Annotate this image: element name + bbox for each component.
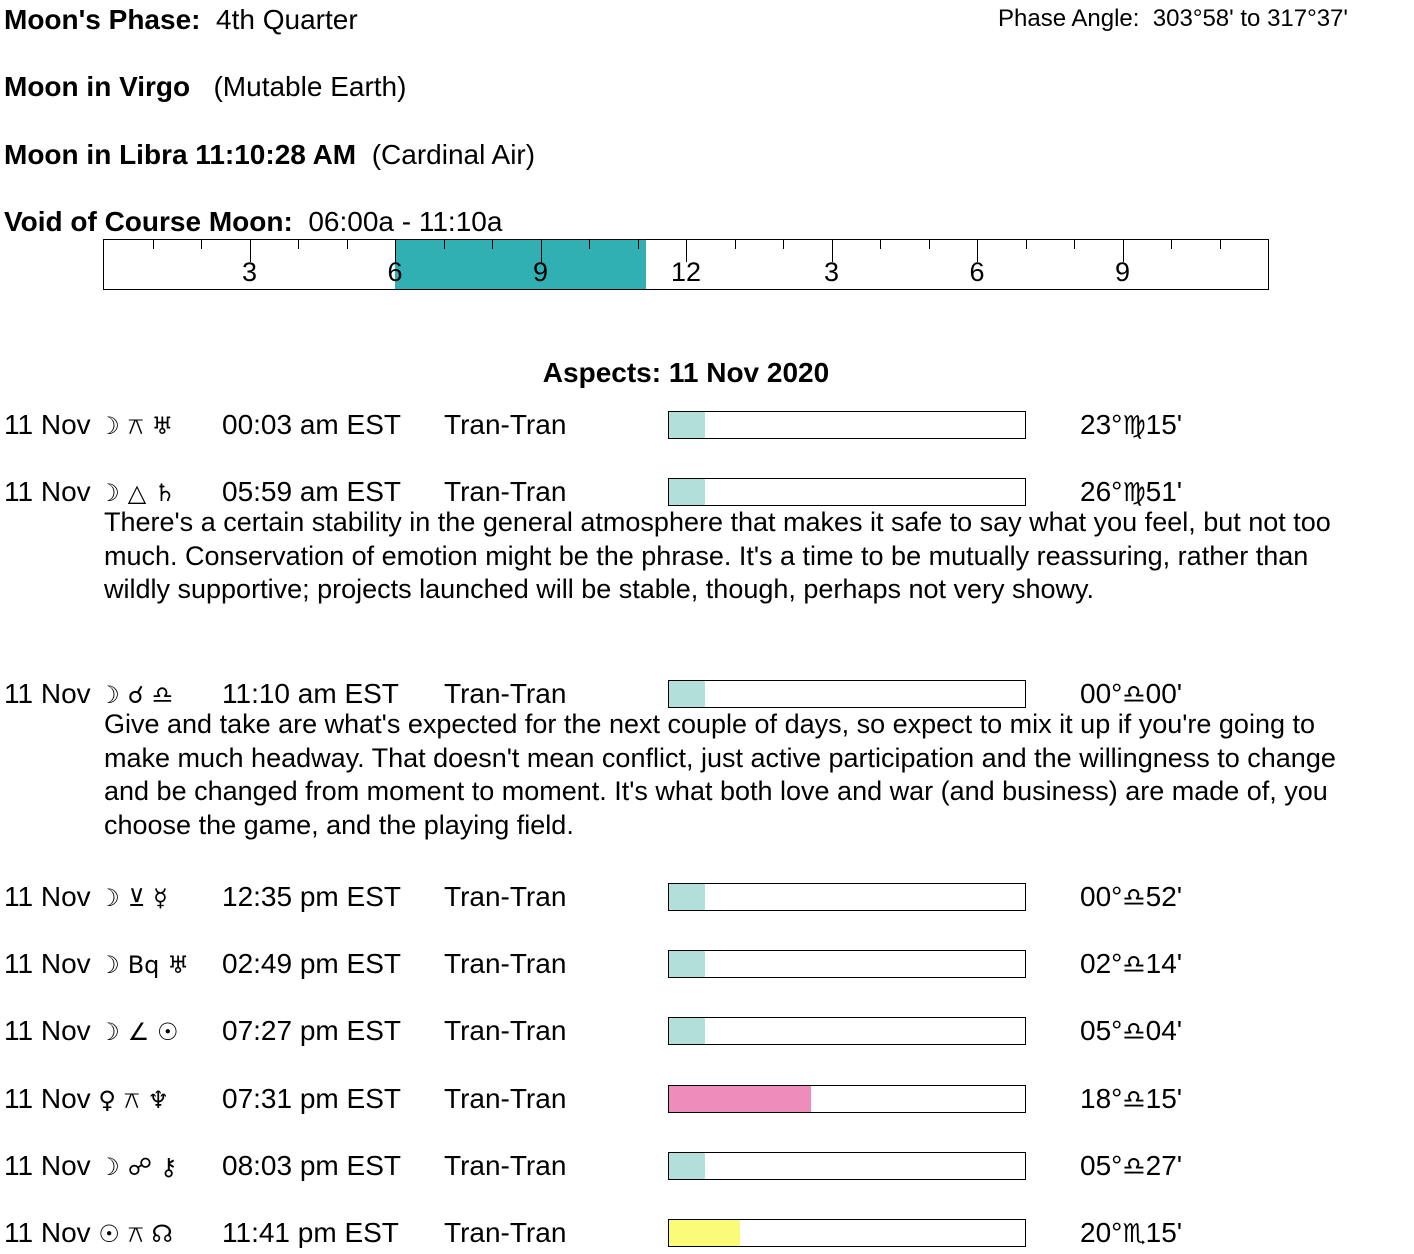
aspect-type-icon: ☍ [127, 1153, 153, 1181]
aspect-date: 11 Nov [4, 1083, 91, 1114]
aspect-strength-fill [669, 1086, 811, 1112]
aspect-minutes: 15' [1145, 1217, 1183, 1248]
timeline-hour-label: 3 [241, 257, 258, 287]
aspect-degree: 00° [1080, 881, 1123, 912]
aspect-row [4, 1082, 169, 1117]
aspect-position [1080, 880, 1182, 915]
moon-phase-line [4, 3, 358, 37]
timeline-tick [929, 240, 930, 249]
aspect-strength-fill [669, 1018, 705, 1044]
aspect-date: 11 Nov [4, 1015, 91, 1046]
aspect-strength-bar [668, 1219, 1026, 1247]
timeline-tick [201, 240, 202, 249]
aspect-planet-1-icon: ☽ [98, 884, 120, 912]
zodiac-sign-icon: ♎ [1122, 950, 1146, 980]
aspect-planet-2-icon: ♆ [147, 1086, 170, 1114]
timeline-tick [589, 240, 590, 249]
phase-label: Moon's Phase: [4, 4, 201, 35]
aspect-degree: 18° [1080, 1083, 1123, 1114]
timeline-tick [1074, 240, 1075, 249]
aspect-planet-2-icon: ♎ [151, 681, 174, 709]
aspect-planet-2-icon: ☿ [153, 884, 168, 912]
aspect-planet-2-icon: ☉ [157, 1018, 179, 1046]
aspect-strength-bar [668, 478, 1026, 506]
aspect-kind: Tran-Tran [444, 1150, 567, 1181]
aspect-degree: 02° [1080, 948, 1123, 979]
aspect-planet-2-icon: ♅ [167, 951, 189, 979]
aspect-date: 11 Nov [4, 881, 91, 912]
aspect-planet-2-icon: ☊ [151, 1220, 173, 1248]
aspect-kind: Tran-Tran [444, 948, 567, 979]
zodiac-sign-icon: ♎ [1122, 680, 1146, 710]
aspect-planet-2-icon: ♅ [151, 412, 173, 440]
aspect-time: 07:31 pm EST [222, 1083, 401, 1114]
aspect-planet-1-icon: ☽ [98, 1018, 120, 1046]
aspect-time: 07:27 pm EST [222, 1015, 401, 1046]
aspect-date: 11 Nov [4, 1150, 91, 1181]
aspect-strength-fill [669, 1220, 740, 1246]
aspect-minutes: 15' [1145, 409, 1183, 440]
aspect-planet-1-icon: ☽ [98, 681, 120, 709]
voc-line [4, 205, 502, 239]
aspect-degree: 05° [1080, 1015, 1123, 1046]
moon-sign-2: Moon in Libra 11:10:28 AM [4, 139, 357, 170]
aspect-position [1080, 677, 1182, 712]
voc-period-fill [395, 240, 646, 289]
aspect-strength-fill [669, 412, 705, 438]
moon-sign-2-line [4, 138, 535, 172]
aspect-kind: Tran-Tran [444, 409, 567, 440]
aspect-kind: Tran-Tran [444, 881, 567, 912]
aspect-time: 00:03 am EST [222, 409, 401, 440]
aspect-minutes: 04' [1145, 1015, 1183, 1046]
aspect-row [4, 1216, 173, 1251]
aspect-type-icon: ⊻ [127, 884, 146, 912]
aspect-strength-bar [668, 680, 1026, 708]
aspect-row [4, 1149, 177, 1184]
aspect-time: 11:10 am EST [222, 678, 399, 709]
aspect-row [4, 677, 173, 712]
timeline-tick [492, 240, 493, 249]
aspect-row [4, 880, 168, 915]
zodiac-sign-icon: ♎ [1122, 1017, 1146, 1047]
timeline-tick [735, 240, 736, 249]
aspect-interpretation: There's a certain stability in the general atmosphere that makes it safe to say what you feel, but not too much. Conservation of emotion might be the phrase. It's a time to be mutually reassuring, rather than wildly supportive; projects launched will be stable, though, perhaps not very showy. [104, 507, 1331, 605]
aspect-row [4, 1014, 179, 1049]
timeline-tick [1026, 240, 1027, 249]
timeline-tick [444, 240, 445, 249]
aspect-position [1080, 1149, 1182, 1184]
aspect-minutes: 27' [1145, 1150, 1183, 1181]
aspect-strength-bar [668, 1085, 1026, 1113]
timeline-tick [638, 240, 639, 249]
aspect-date: 11 Nov [4, 409, 91, 440]
zodiac-sign-icon: ♍ [1122, 411, 1146, 441]
aspect-strength-fill [669, 681, 705, 707]
phase-value: 4th Quarter [216, 4, 358, 35]
aspect-minutes: 51' [1145, 476, 1183, 507]
timeline-hour-label: 9 [532, 257, 549, 287]
aspect-position [1080, 408, 1182, 443]
voc-value: 06:00a - 11:10a [308, 206, 503, 237]
aspect-date: 11 Nov [4, 678, 91, 709]
aspect-date: 11 Nov [4, 948, 91, 979]
aspect-strength-fill [669, 951, 705, 977]
aspect-interpretation: Give and take are what's expected for the next couple of days, so expect to mix it up if you're going to make much headway. That doesn't mean conflict, just active participation and the willingness to change and be changed from moment to moment. It's what both love and war (and business) are made of, you choose the game, and the playing field. [104, 709, 1336, 840]
moon-sign-1-line [4, 70, 406, 104]
aspect-type-icon: Bq [127, 951, 160, 979]
aspect-strength-bar [668, 1017, 1026, 1045]
phase-angle-line [998, 5, 1348, 33]
aspect-planet-1-icon: ☽ [98, 951, 120, 979]
aspect-kind: Tran-Tran [444, 678, 567, 709]
zodiac-sign-icon: ♎ [1122, 883, 1146, 913]
aspect-type-icon: ⚻ [123, 1086, 140, 1114]
timeline-tick [298, 240, 299, 249]
timeline-hour-label: 6 [969, 257, 985, 287]
aspect-time: 12:35 pm EST [222, 881, 401, 912]
aspects-title: Aspects: 11 Nov 2020 [542, 357, 830, 388]
aspect-time: 05:59 am EST [222, 476, 401, 507]
aspect-degree: 23° [1080, 409, 1123, 440]
aspect-planet-1-icon: ☽ [98, 412, 120, 440]
aspect-time: 02:49 pm EST [222, 948, 401, 979]
aspect-degree: 00° [1080, 678, 1123, 709]
aspect-kind: Tran-Tran [444, 1217, 567, 1248]
timeline-tick [153, 240, 154, 249]
zodiac-sign-icon: ♎ [1122, 1152, 1146, 1182]
aspect-type-icon: ∠ [127, 1018, 150, 1046]
aspect-strength-bar [668, 1152, 1026, 1180]
aspect-strength-bar [668, 411, 1026, 439]
timeline-hour-label: 12 [670, 257, 702, 287]
aspect-planet-2-icon: ⚷ [159, 1153, 178, 1181]
moon-sign-1-element: (Mutable Earth) [213, 71, 407, 102]
aspect-time: 08:03 pm EST [222, 1150, 401, 1181]
aspect-position [1080, 1216, 1182, 1251]
aspect-planet-1-icon: ☽ [98, 1153, 120, 1181]
aspect-time: 11:41 pm EST [222, 1217, 399, 1248]
aspect-degree: 20° [1080, 1217, 1123, 1248]
moon-sign-1: Moon in Virgo [4, 71, 191, 102]
aspect-strength-fill [669, 479, 705, 505]
aspect-date: 11 Nov [4, 1217, 91, 1248]
aspect-row [4, 408, 173, 443]
aspect-strength-bar [668, 950, 1026, 978]
timeline-tick [1171, 240, 1172, 249]
voc-timeline [103, 239, 1269, 290]
aspect-type-icon: ☌ [127, 681, 144, 709]
aspect-minutes: 14' [1145, 948, 1183, 979]
voc-label: Void of Course Moon: [4, 206, 293, 237]
aspect-degree: 26° [1080, 476, 1123, 507]
aspect-position [1080, 1082, 1182, 1117]
aspect-position [1080, 1014, 1182, 1049]
timeline-tick [1220, 240, 1221, 249]
aspect-planet-1-icon: ☽ [98, 479, 120, 507]
aspect-type-icon: ⚻ [127, 1220, 144, 1248]
timeline-tick [880, 240, 881, 249]
aspect-row [4, 947, 189, 982]
aspect-row [4, 475, 175, 510]
timeline-hour-label: 9 [1114, 257, 1131, 287]
timeline-hour-label: 6 [387, 257, 403, 287]
zodiac-sign-icon: ♎ [1122, 1085, 1146, 1115]
zodiac-sign-icon: ♍ [1122, 478, 1146, 508]
aspect-minutes: 00' [1145, 678, 1183, 709]
moon-sign-2-element: (Cardinal Air) [371, 139, 536, 170]
aspect-minutes: 15' [1145, 1083, 1183, 1114]
aspect-kind: Tran-Tran [444, 476, 567, 507]
aspect-date: 11 Nov [4, 476, 91, 507]
phase-angle-label: Phase Angle: [998, 5, 1140, 32]
aspect-planet-1-icon: ♀ [98, 1086, 116, 1114]
aspect-strength-fill [669, 1153, 705, 1179]
phase-angle-value: 303°58' to 317°37' [1152, 5, 1348, 32]
timeline-hour-label: 3 [823, 257, 840, 287]
aspect-position [1080, 475, 1182, 510]
aspect-minutes: 52' [1145, 881, 1183, 912]
aspect-degree: 05° [1080, 1150, 1123, 1181]
aspect-type-icon: △ [127, 479, 147, 507]
timeline-tick [347, 240, 348, 249]
aspect-strength-fill [669, 884, 705, 910]
aspect-planet-1-icon: ☉ [98, 1220, 120, 1248]
zodiac-sign-icon: ♏ [1122, 1219, 1146, 1249]
aspect-kind: Tran-Tran [444, 1083, 567, 1114]
aspect-planet-2-icon: ♄ [153, 479, 176, 507]
aspect-kind: Tran-Tran [444, 1015, 567, 1046]
aspect-type-icon: ⚻ [127, 412, 144, 440]
aspect-position [1080, 947, 1182, 982]
timeline-tick [783, 240, 784, 249]
aspect-strength-bar [668, 883, 1026, 911]
